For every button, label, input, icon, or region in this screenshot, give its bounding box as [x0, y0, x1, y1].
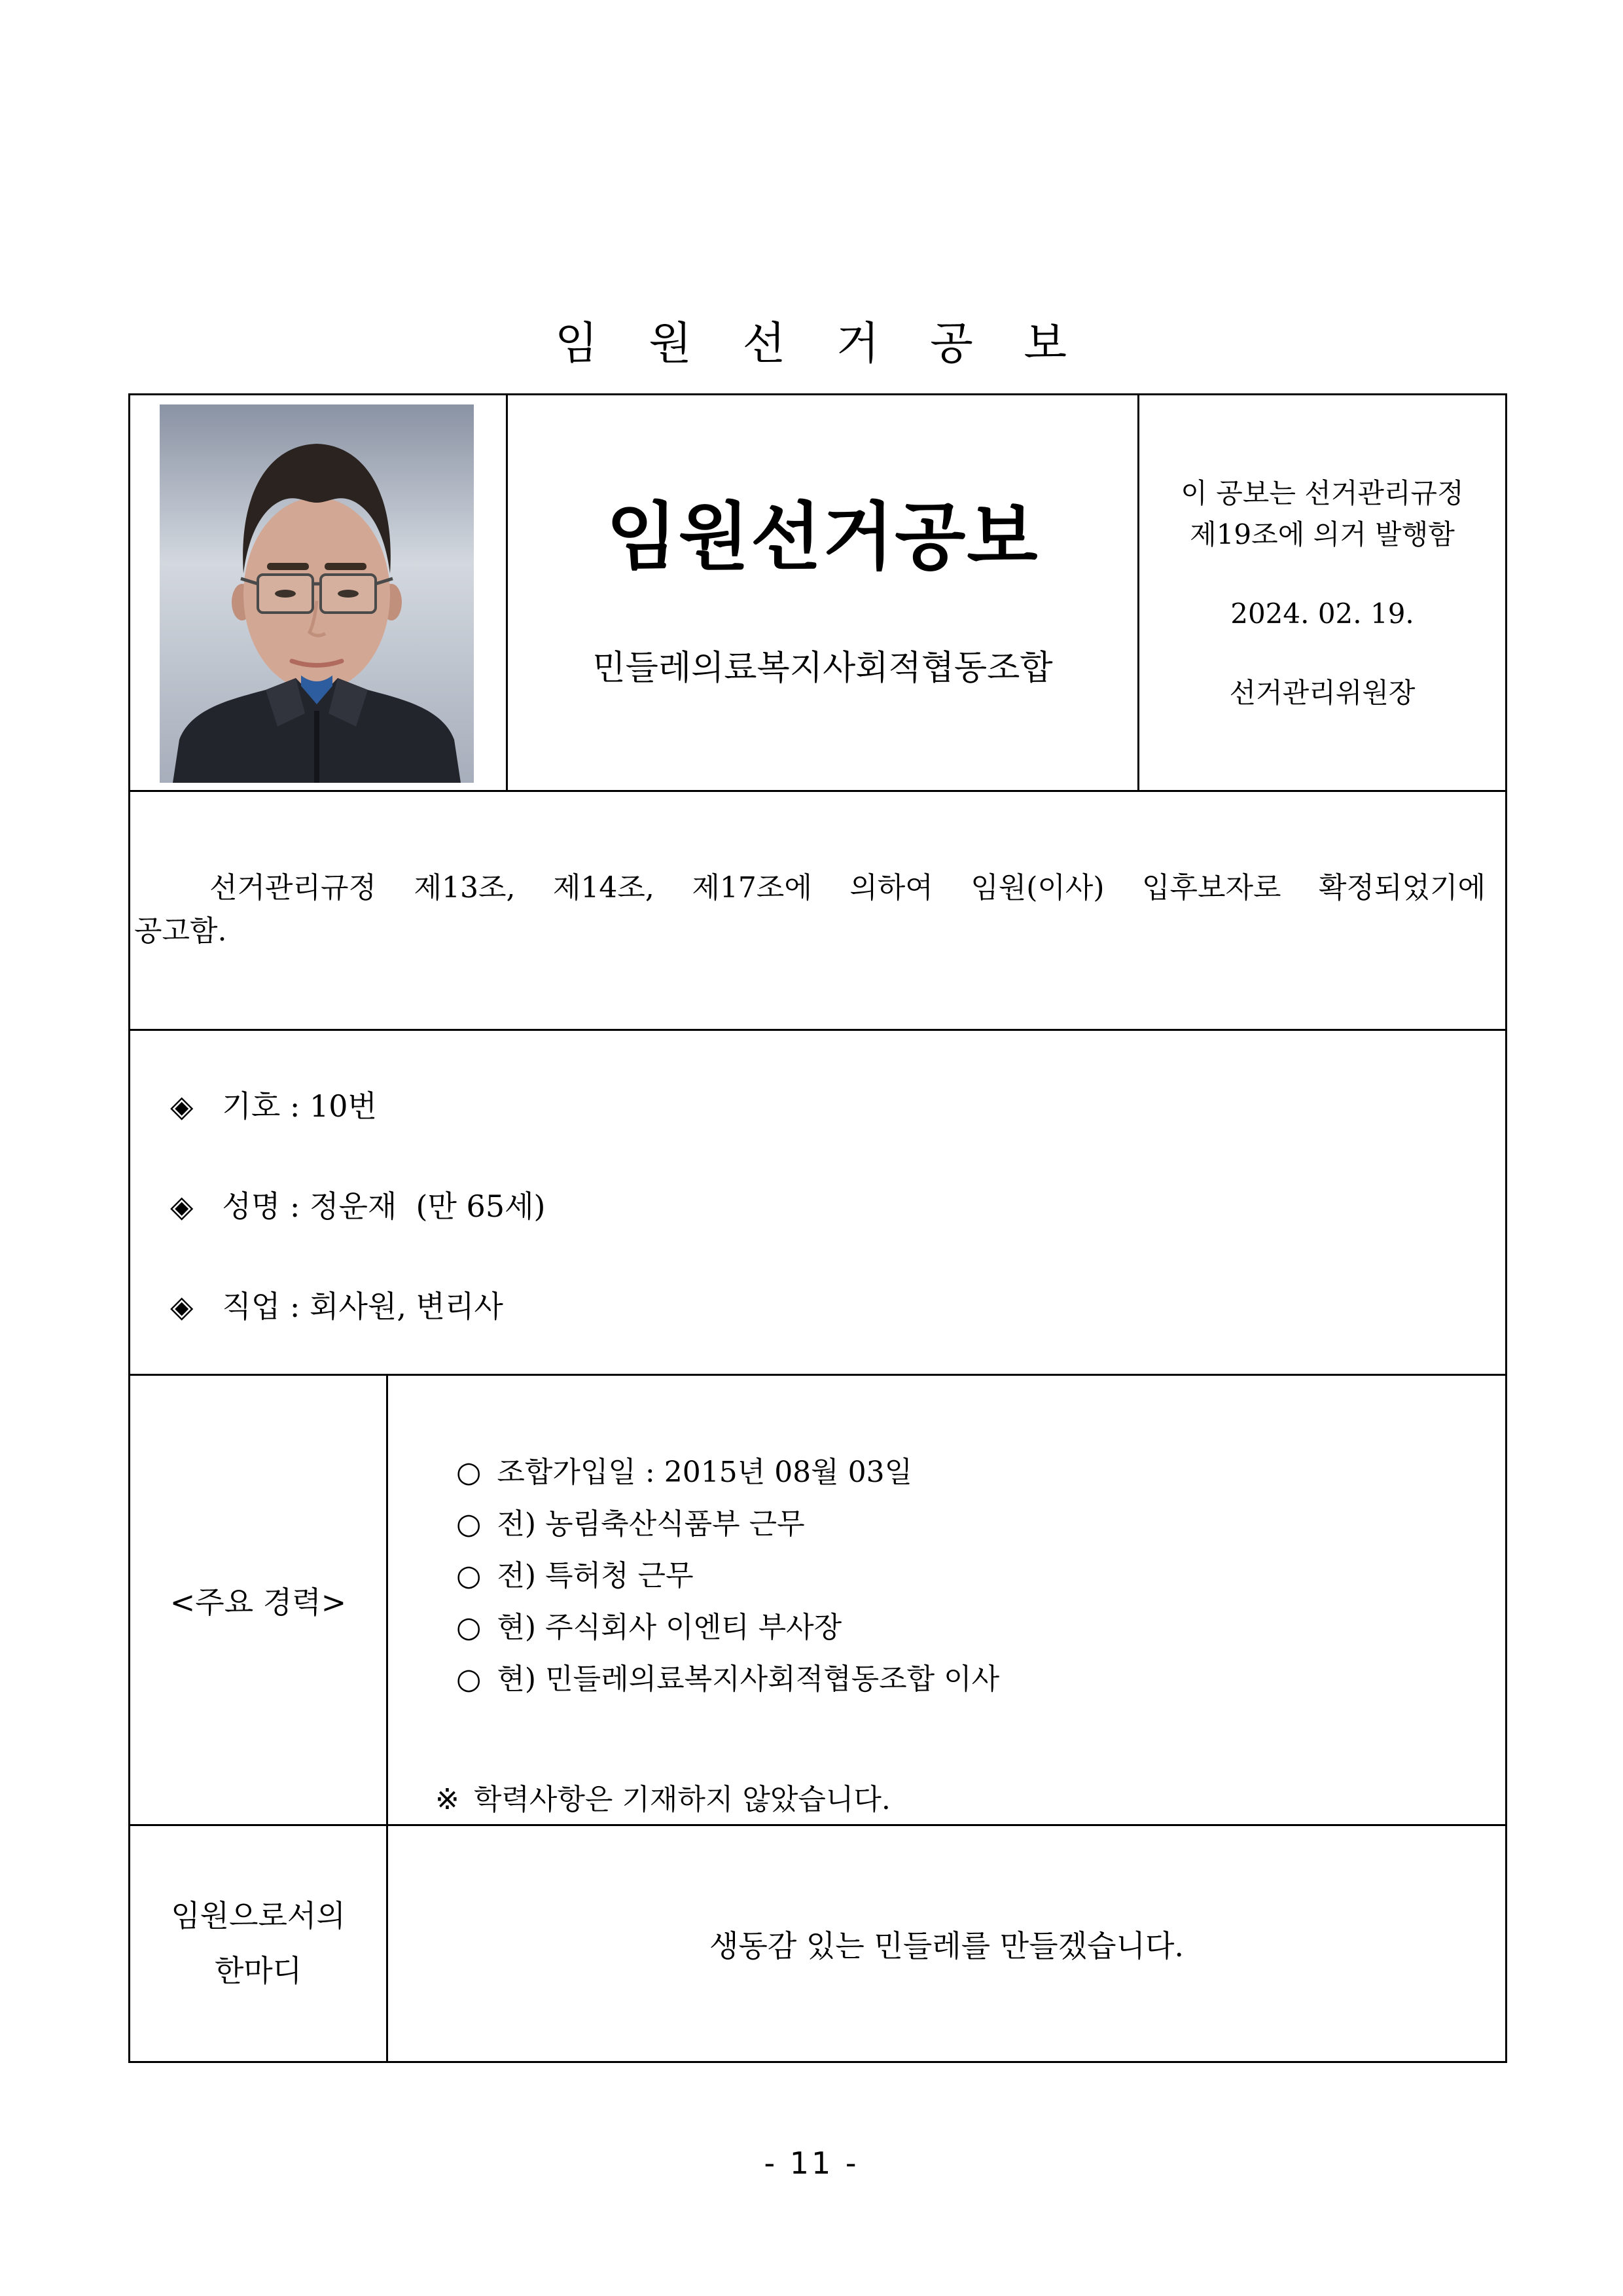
issue-basis-line2: 제19조에 의거 발행함	[1190, 518, 1455, 550]
career-row	[130, 1376, 1505, 1826]
announcement-cell	[130, 792, 1505, 1029]
list-item	[456, 1455, 1486, 1490]
fact-occupation-text: 직업 : 회사원, 변리사	[222, 1289, 503, 1324]
circle-bullet-icon: ○	[456, 1611, 482, 1644]
career-item-text: 전) 농림축산식품부 근무	[497, 1507, 805, 1541]
announcement-row	[130, 792, 1505, 1031]
left-lens	[258, 575, 313, 613]
right-eyebrow	[325, 563, 366, 570]
circle-bullet-icon: ○	[456, 1559, 482, 1592]
portrait-illustration	[160, 404, 474, 783]
issue-info-cell	[1139, 395, 1505, 790]
fact-number-text: 기호 : 10번	[222, 1088, 377, 1124]
header-row	[130, 395, 1505, 792]
list-item	[456, 1507, 1486, 1542]
circle-bullet-icon: ○	[456, 1507, 482, 1541]
issue-basis-line1: 이 공보는 선거관리규정	[1181, 476, 1464, 509]
issuer-title: 선거관리위원장	[1229, 676, 1416, 709]
diamond-bullet-icon: ◈	[170, 1088, 194, 1124]
candidate-message: 생동감 있는 민들레를 만들겠습니다.	[709, 1928, 1185, 1964]
career-list-cell	[388, 1376, 1505, 1824]
right-lens	[321, 575, 376, 613]
list-item	[456, 1610, 1486, 1645]
fact-name-text: 성명 : 정운재 (만 65세)	[222, 1189, 546, 1224]
issue-basis	[1181, 473, 1463, 555]
education-note-text: 학력사항은 기재하지 않았습니다.	[473, 1783, 891, 1816]
candidate-photo	[160, 404, 474, 783]
diamond-bullet-icon: ◈	[170, 1289, 194, 1324]
circle-bullet-icon: ○	[456, 1662, 482, 1696]
career-item-text: 전) 특허청 근무	[497, 1559, 694, 1592]
list-item	[456, 1662, 1486, 1697]
career-item-text: 현) 민들레의료복지사회적협동조합 이사	[497, 1662, 1000, 1696]
announcement-line2: 공고함.	[134, 914, 227, 948]
list-item	[456, 1558, 1486, 1594]
page-title: 임 원 선 거 공 보	[554, 318, 1069, 370]
circle-bullet-icon: ○	[456, 1456, 482, 1489]
diamond-bullet-icon: ◈	[170, 1189, 194, 1224]
jacket-zipper	[314, 711, 319, 783]
reference-mark-icon: ※	[435, 1783, 459, 1816]
fact-name	[170, 1187, 1505, 1226]
issue-date: 2024. 02. 19.	[1230, 597, 1414, 630]
career-item-text: 현) 주식회사 이엔티 부사장	[497, 1611, 842, 1644]
message-section-label	[130, 1826, 388, 2061]
photo-cell	[130, 395, 508, 790]
left-eyebrow	[267, 563, 309, 570]
bulletin-table	[128, 393, 1507, 2063]
message-label-line1: 임원으로서의	[171, 1897, 346, 1933]
page-number: - 11 -	[764, 2145, 859, 2181]
candidate-facts-row	[130, 1031, 1505, 1376]
bulletin-title: 임원선거공보	[606, 493, 1039, 580]
career-section-label: <주요 경력>	[130, 1376, 388, 1824]
education-note	[435, 1782, 1486, 1818]
message-row	[130, 1826, 1505, 2061]
career-item-text: 조합가입일 : 2015년 08월 03일	[497, 1456, 913, 1489]
title-cell	[508, 395, 1139, 790]
fact-number	[170, 1086, 1505, 1126]
candidate-facts-cell	[130, 1031, 1505, 1374]
organization-name: 민들레의료복지사회적협동조합	[592, 648, 1053, 688]
announcement-line1: 선거관리규정 제13조, 제14조, 제17조에 의하여 임원(이사) 입후보자로 확정되었기에	[209, 871, 1486, 905]
fact-occupation	[170, 1287, 1505, 1326]
message-label-line2: 한마디	[214, 1952, 302, 1988]
